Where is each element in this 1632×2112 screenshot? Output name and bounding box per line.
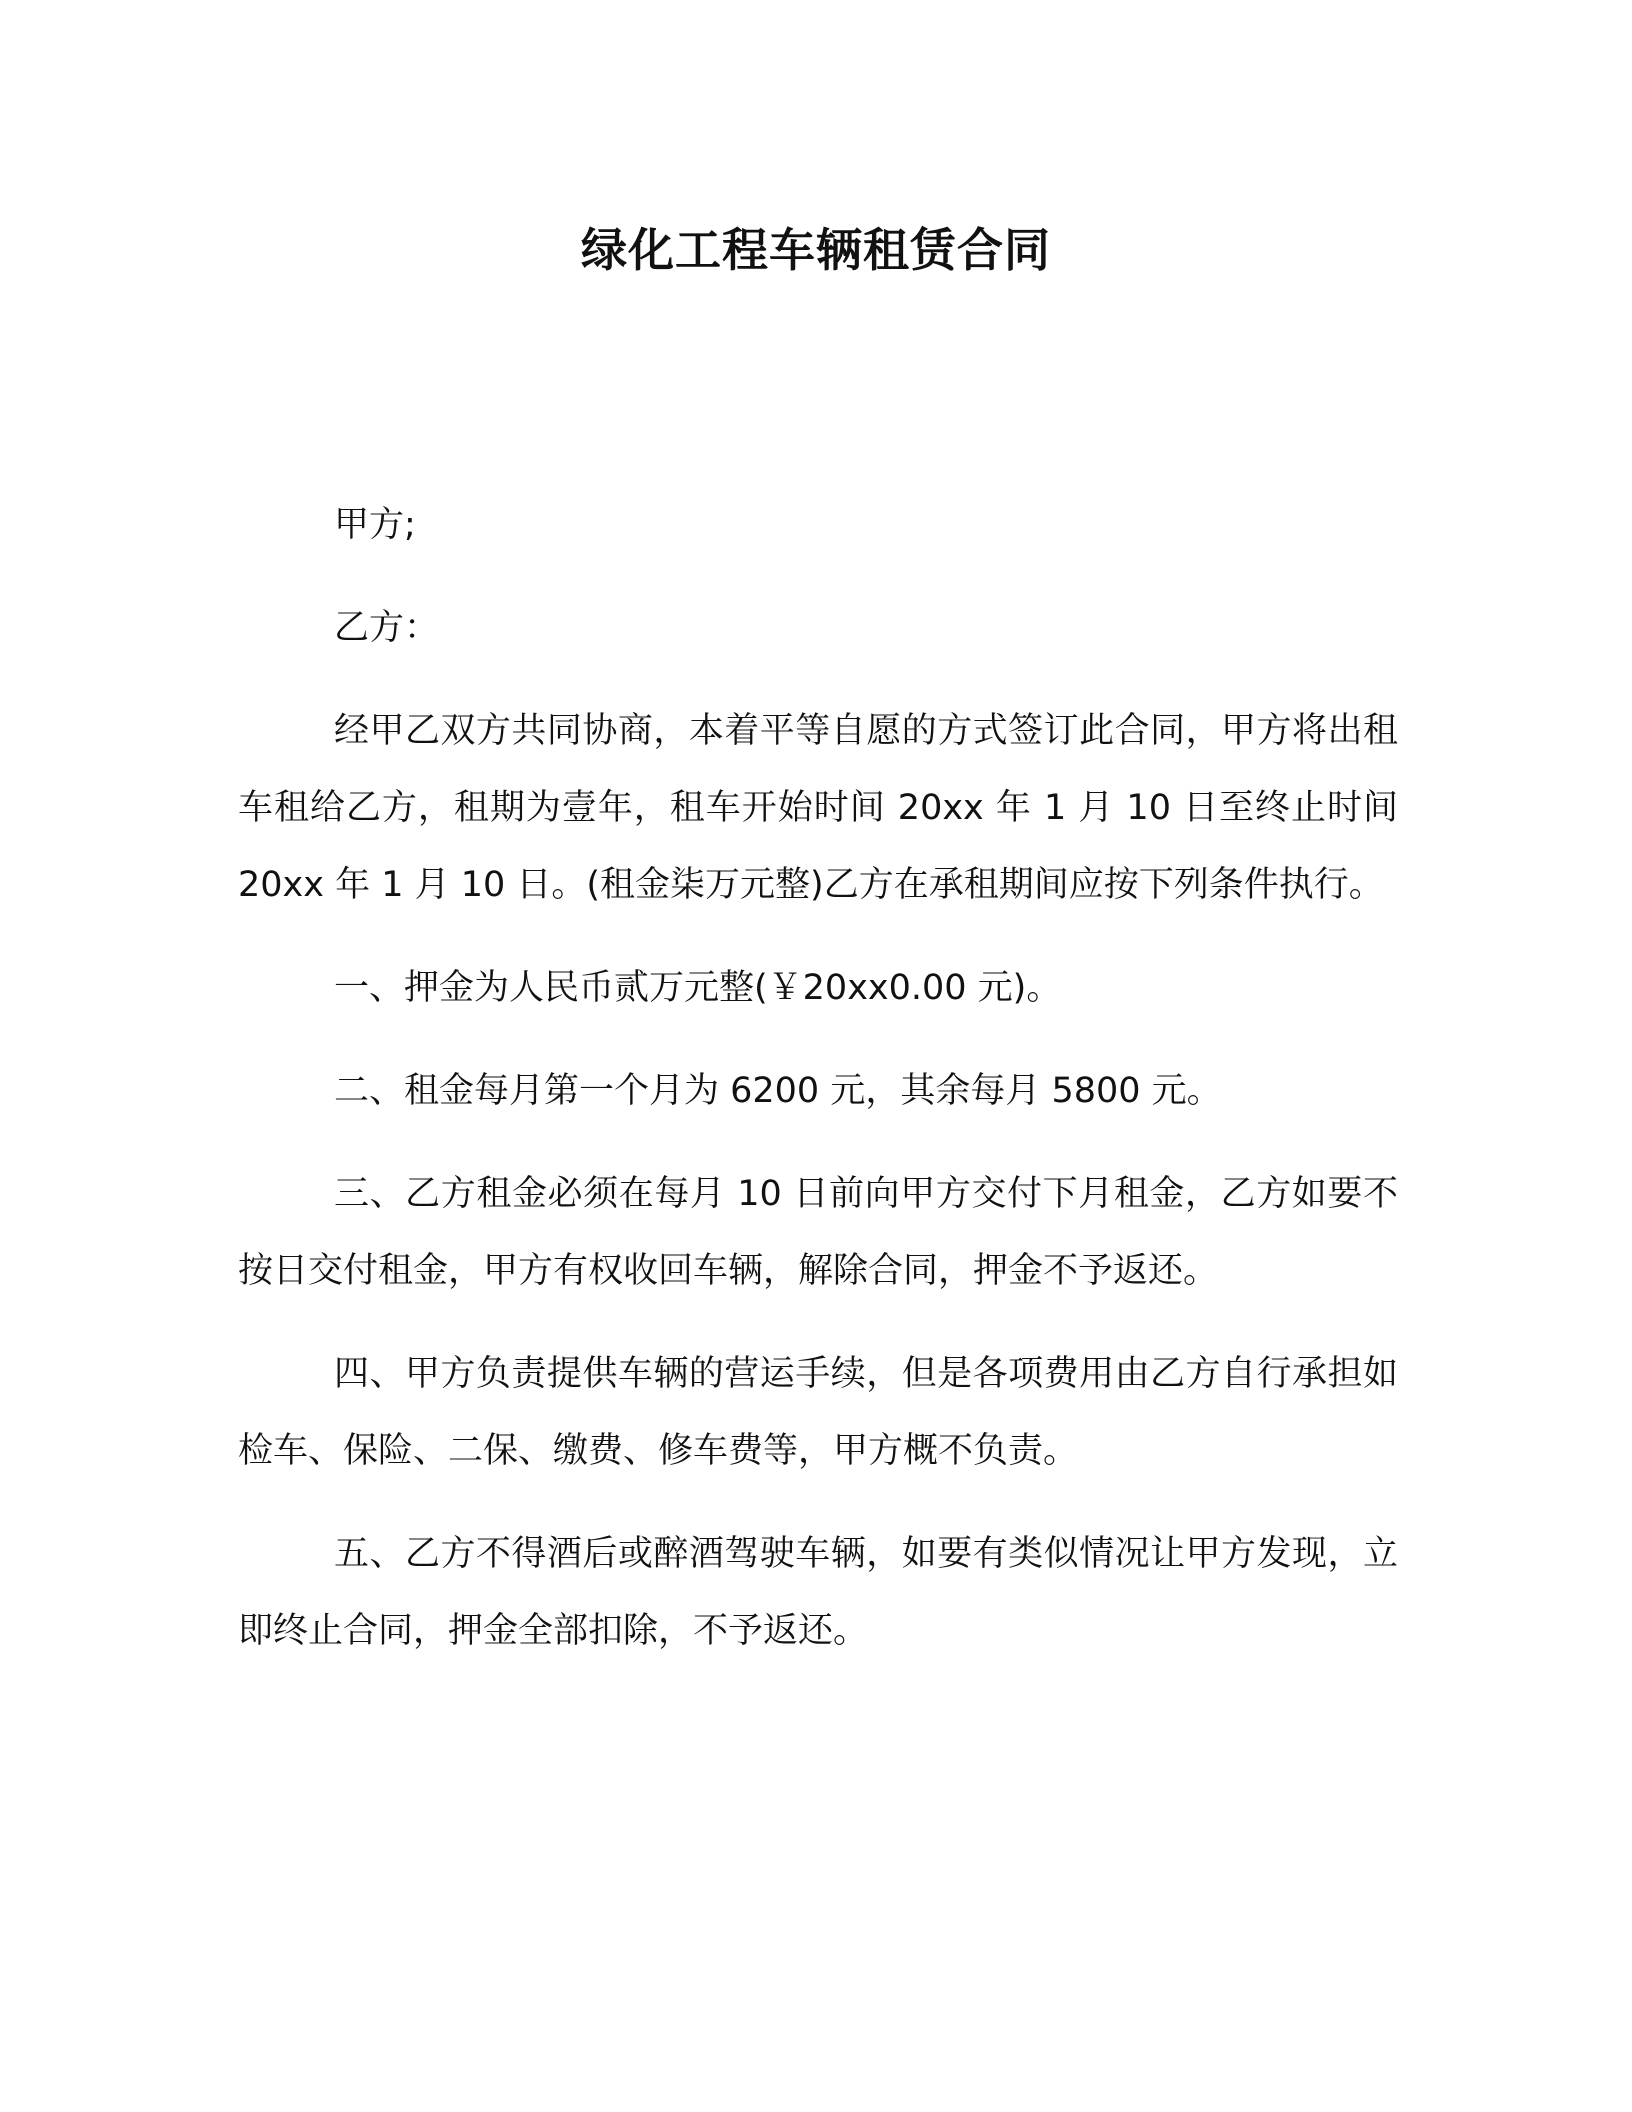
clause-2: 二、租金每月第一个月为 6200 元，其余每月 5800 元。 xyxy=(334,1071,1222,1111)
intro-paragraph: 经甲乙双方共同协商，本着平等自愿的方式签订此合同，甲方将出租车租给乙方，租期为壹年，租车开始时间 20xx 年 1 月 10 日至终止时间 20xx 年 1 月 10 日。(租金柒万元整)乙方在承租期间应按下列条件执行。 xyxy=(238,711,1398,905)
clause-3: 三、乙方租金必须在每月 10 日前向甲方交付下月租金，乙方如要不按日交付租金，甲方有权收回车辆，解除合同，押金不予返还。 xyxy=(238,1174,1398,1291)
clause-1: 一、押金为人民币贰万元整(￥20xx0.00 元)。 xyxy=(334,968,1062,1008)
document-body xyxy=(238,487,1398,1696)
clause-4: 四、甲方负责提供车辆的营运手续，但是各项费用由乙方自行承担如检车、保险、二保、缴费、修车费等，甲方概不负责。 xyxy=(238,1354,1398,1471)
clause-5: 五、乙方不得酒后或醉酒驾驶车辆，如要有类似情况让甲方发现，立即终止合同，押金全部扣除，不予返还。 xyxy=(238,1534,1398,1651)
party-b-line: 乙方： xyxy=(334,608,440,648)
document-title: 绿化工程车辆租赁合同 xyxy=(581,223,1051,277)
party-a-line: 甲方; xyxy=(334,505,416,545)
